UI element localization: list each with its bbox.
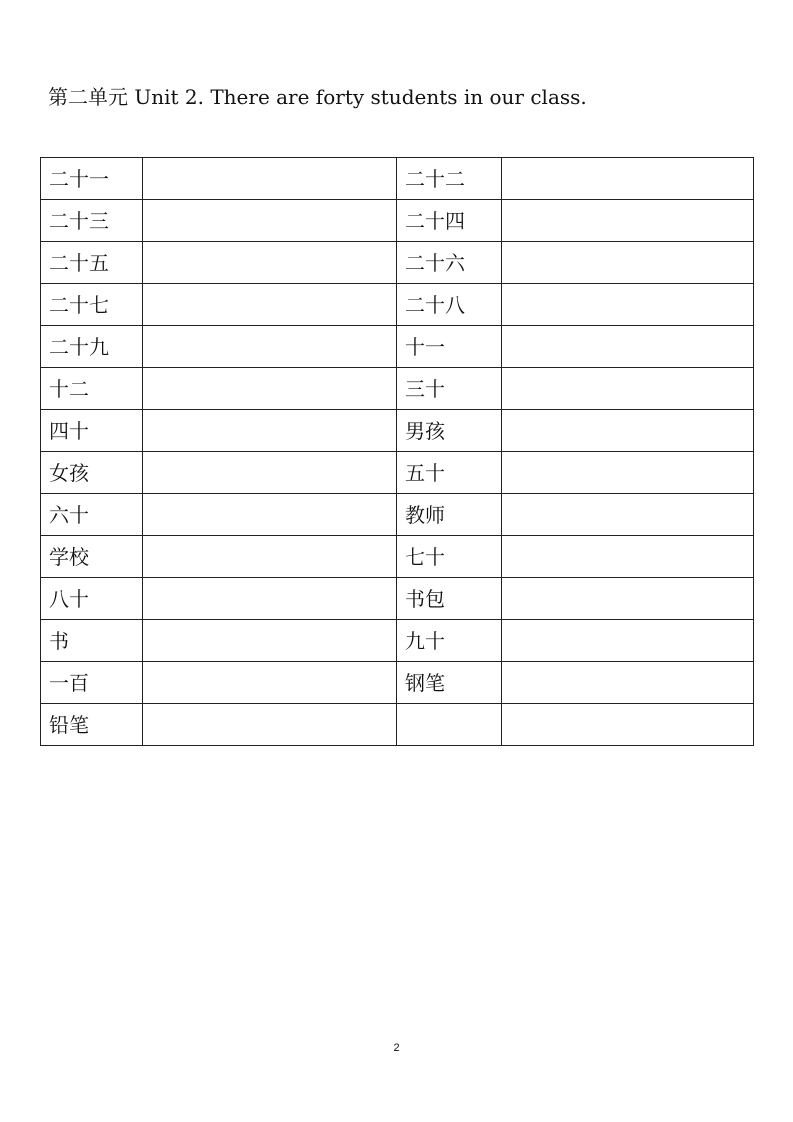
chinese-word-cell: 二十四 <box>397 200 502 242</box>
answer-cell[interactable] <box>502 704 754 746</box>
chinese-word-cell: 二十六 <box>397 242 502 284</box>
answer-cell[interactable] <box>502 242 754 284</box>
chinese-word-cell: 十一 <box>397 326 502 368</box>
answer-cell[interactable] <box>143 578 397 620</box>
answer-cell[interactable] <box>143 326 397 368</box>
table-row <box>41 536 754 578</box>
chinese-word-cell: 五十 <box>397 452 502 494</box>
chinese-word-cell: 二十三 <box>41 200 143 242</box>
chinese-word-cell: 铅笔 <box>41 704 143 746</box>
page-title: 第二单元 Unit 2. There are forty students in our class. <box>48 85 587 109</box>
chinese-word-cell: 二十一 <box>41 158 143 200</box>
table-row <box>41 704 754 746</box>
answer-cell[interactable] <box>502 452 754 494</box>
table-row <box>41 242 754 284</box>
chinese-word-cell: 书包 <box>397 578 502 620</box>
chinese-word-cell: 七十 <box>397 536 502 578</box>
chinese-word-cell: 二十九 <box>41 326 143 368</box>
chinese-word-cell: 书 <box>41 620 143 662</box>
chinese-word-cell: 学校 <box>41 536 143 578</box>
answer-cell[interactable] <box>143 704 397 746</box>
answer-cell[interactable] <box>502 410 754 452</box>
chinese-word-cell: 二十二 <box>397 158 502 200</box>
table-row <box>41 284 754 326</box>
table-row <box>41 158 754 200</box>
answer-cell[interactable] <box>502 620 754 662</box>
answer-cell[interactable] <box>502 494 754 536</box>
answer-cell[interactable] <box>502 326 754 368</box>
chinese-word-cell: 钢笔 <box>397 662 502 704</box>
table-row <box>41 494 754 536</box>
chinese-word-cell: 二十八 <box>397 284 502 326</box>
answer-cell[interactable] <box>502 662 754 704</box>
answer-cell[interactable] <box>502 368 754 410</box>
table-row <box>41 620 754 662</box>
answer-cell[interactable] <box>502 284 754 326</box>
answer-cell[interactable] <box>143 662 397 704</box>
table-row <box>41 200 754 242</box>
table-row <box>41 662 754 704</box>
chinese-word-cell: 四十 <box>41 410 143 452</box>
answer-cell[interactable] <box>143 284 397 326</box>
table-row <box>41 326 754 368</box>
answer-cell[interactable] <box>143 368 397 410</box>
chinese-word-cell: 教师 <box>397 494 502 536</box>
chinese-word-cell: 十二 <box>41 368 143 410</box>
answer-cell[interactable] <box>143 620 397 662</box>
chinese-word-cell: 二十五 <box>41 242 143 284</box>
answer-cell[interactable] <box>143 494 397 536</box>
answer-cell[interactable] <box>143 200 397 242</box>
chinese-word-cell: 女孩 <box>41 452 143 494</box>
chinese-word-cell: 男孩 <box>397 410 502 452</box>
page-number: 2 <box>393 1042 400 1054</box>
answer-cell[interactable] <box>143 536 397 578</box>
table-row <box>41 368 754 410</box>
answer-cell[interactable] <box>143 158 397 200</box>
answer-cell[interactable] <box>502 158 754 200</box>
chinese-word-cell: 二十七 <box>41 284 143 326</box>
chinese-word-cell: 九十 <box>397 620 502 662</box>
table-row <box>41 410 754 452</box>
answer-cell[interactable] <box>143 242 397 284</box>
answer-cell[interactable] <box>143 452 397 494</box>
chinese-word-cell: 三十 <box>397 368 502 410</box>
answer-cell[interactable] <box>502 536 754 578</box>
table-row <box>41 578 754 620</box>
chinese-word-cell: 八十 <box>41 578 143 620</box>
answer-cell[interactable] <box>502 578 754 620</box>
chinese-word-cell: 一百 <box>41 662 143 704</box>
chinese-word-cell: 六十 <box>41 494 143 536</box>
table-row <box>41 452 754 494</box>
chinese-word-cell <box>397 704 502 746</box>
vocabulary-table <box>40 157 754 746</box>
answer-cell[interactable] <box>502 200 754 242</box>
answer-cell[interactable] <box>143 410 397 452</box>
